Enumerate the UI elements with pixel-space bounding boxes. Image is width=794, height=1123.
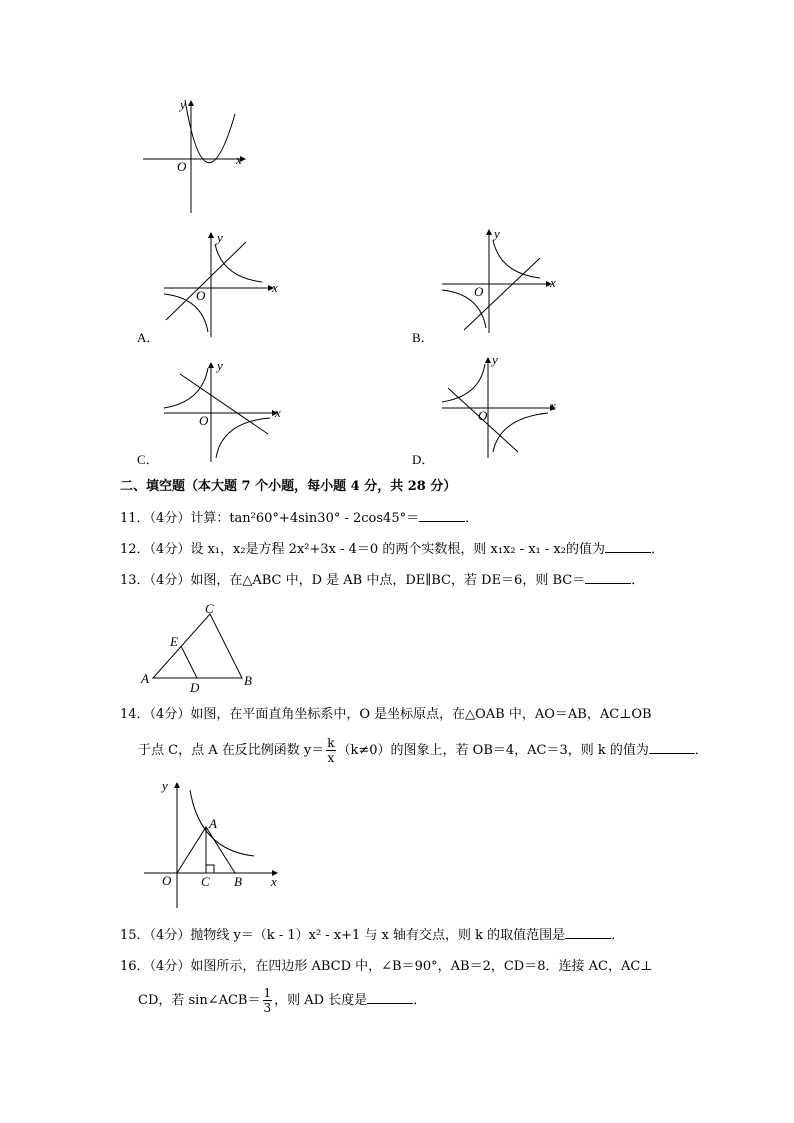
fig14-a-label: A xyxy=(209,816,217,831)
q12-end: ． xyxy=(650,542,664,557)
fig14-x-label: x xyxy=(271,874,277,889)
q14-end: ． xyxy=(694,743,708,758)
parabola-graph xyxy=(140,98,250,218)
option-a-label: A． xyxy=(137,330,160,345)
question-16-line-2 xyxy=(138,986,426,1015)
q14-points: （4分） xyxy=(149,707,191,722)
coordinate-triangle-figure xyxy=(140,780,285,912)
option-a-graph xyxy=(160,232,280,342)
q16-text-1: 如图所示，在四边形 ABCD 中，∠B＝90°，AB＝2，CD＝8．连接 AC，AC⊥ xyxy=(190,959,653,974)
q15-points: （4分） xyxy=(149,928,191,943)
question-14-line-2 xyxy=(138,736,708,765)
section-2-heading: 二、填空题（本大题 7 个小题，每小题 4 分，共 28 分） xyxy=(120,479,457,494)
q11-number: 11． xyxy=(120,511,150,526)
triangle-label-b: B xyxy=(244,673,252,688)
triangle-label-a: A xyxy=(141,671,149,686)
q16-number: 16． xyxy=(120,959,150,974)
q15-answer-blank[interactable] xyxy=(565,926,611,939)
triangle-label-d: D xyxy=(190,680,200,695)
q16-text-2b: ，则 AD 长度是 xyxy=(274,993,368,1008)
q11-end: ． xyxy=(465,511,479,526)
fig14-y-label: y xyxy=(162,778,168,793)
q14-fraction xyxy=(326,736,335,765)
option-c-graph xyxy=(160,362,285,462)
q14-number: 14． xyxy=(120,707,150,722)
question-16-line-1 xyxy=(120,958,653,976)
triangle-label-e: E xyxy=(170,634,178,649)
q15-end: ． xyxy=(611,928,625,943)
fig14-o-label: O xyxy=(162,873,172,888)
q12-answer-blank[interactable] xyxy=(605,540,651,553)
q16-fraction xyxy=(263,986,273,1015)
question-13 xyxy=(120,571,644,590)
fig14-c-label: C xyxy=(201,874,210,889)
option-d-y-label: y xyxy=(492,352,498,367)
q16-text-2a: CD，若 sin∠ACB＝ xyxy=(138,993,261,1008)
q14-text-1: 如图，在平面直角坐标系中，O 是坐标原点，在△OAB 中，AO＝AB，AC⊥OB xyxy=(190,707,652,722)
triangle-label-c: C xyxy=(205,601,214,616)
option-d-graph xyxy=(440,356,565,458)
q16-answer-blank[interactable] xyxy=(367,991,413,1004)
fig14-b-label: B xyxy=(234,874,242,889)
option-c-x-label: x xyxy=(275,405,281,420)
option-a-x-label: x xyxy=(272,280,278,295)
option-b-label: B． xyxy=(412,330,434,345)
q13-end: ． xyxy=(631,573,645,588)
question-11 xyxy=(120,509,478,528)
parabola-y-label: y xyxy=(180,97,186,112)
question-12 xyxy=(120,540,664,559)
q13-answer-blank[interactable] xyxy=(585,571,631,584)
option-d-label: D． xyxy=(412,452,435,467)
option-c-label: C． xyxy=(137,452,159,467)
option-a-origin-label: O xyxy=(196,288,206,303)
q13-number: 13． xyxy=(120,573,150,588)
q13-points: （4分） xyxy=(149,573,191,588)
q12-number: 12． xyxy=(120,542,150,557)
q14-answer-blank[interactable] xyxy=(649,741,695,754)
option-b-origin-label: O xyxy=(474,284,484,299)
option-d-origin-label: O xyxy=(478,408,488,423)
option-b-x-label: x xyxy=(550,275,556,290)
q14-fraction-den: x xyxy=(327,751,335,765)
q14-text-2a: 于点 C，点 A 在反比例函数 y＝ xyxy=(138,743,325,758)
option-a-y-label: y xyxy=(217,230,223,245)
q14-text-2b: （k≠0）的图象上，若 OB＝4，AC＝3，则 k 的值为 xyxy=(337,743,649,758)
q11-points: （4分） xyxy=(149,511,191,526)
parabola-origin-label: O xyxy=(177,159,187,174)
q12-text: 设 x₁，x₂是方程 2x²+3x - 4＝0 的两个实数根，则 x₁x₂ - x₁ - x₂的值为 xyxy=(190,542,605,557)
q16-fraction-num: 1 xyxy=(263,986,272,1000)
option-d-x-label: x xyxy=(550,398,556,413)
option-c-origin-label: O xyxy=(199,413,209,428)
q14-fraction-num: k xyxy=(327,736,335,750)
q16-end: ． xyxy=(413,993,427,1008)
q11-text: 计算：tan²60°+4sin30° - 2cos45°＝ xyxy=(190,511,420,526)
q16-points: （4分） xyxy=(149,959,191,974)
question-15 xyxy=(120,926,624,945)
parabola-x-label: x xyxy=(236,152,242,167)
option-c-y-label: y xyxy=(217,358,223,373)
q15-text: 抛物线 y＝（k - 1）x² - x+1 与 x 轴有交点，则 k 的取值范围是 xyxy=(190,928,566,943)
triangle-abc-figure xyxy=(150,612,250,682)
q15-number: 15． xyxy=(120,928,150,943)
q16-fraction-den: 3 xyxy=(263,1001,272,1015)
option-b-graph xyxy=(440,228,560,338)
q12-points: （4分） xyxy=(149,542,191,557)
question-14-line-1 xyxy=(120,706,652,724)
q11-answer-blank[interactable] xyxy=(419,509,465,522)
option-b-y-label: y xyxy=(494,226,500,241)
q13-text: 如图，在△ABC 中，D 是 AB 中点，DE∥BC，若 DE＝6，则 BC＝ xyxy=(190,573,586,588)
